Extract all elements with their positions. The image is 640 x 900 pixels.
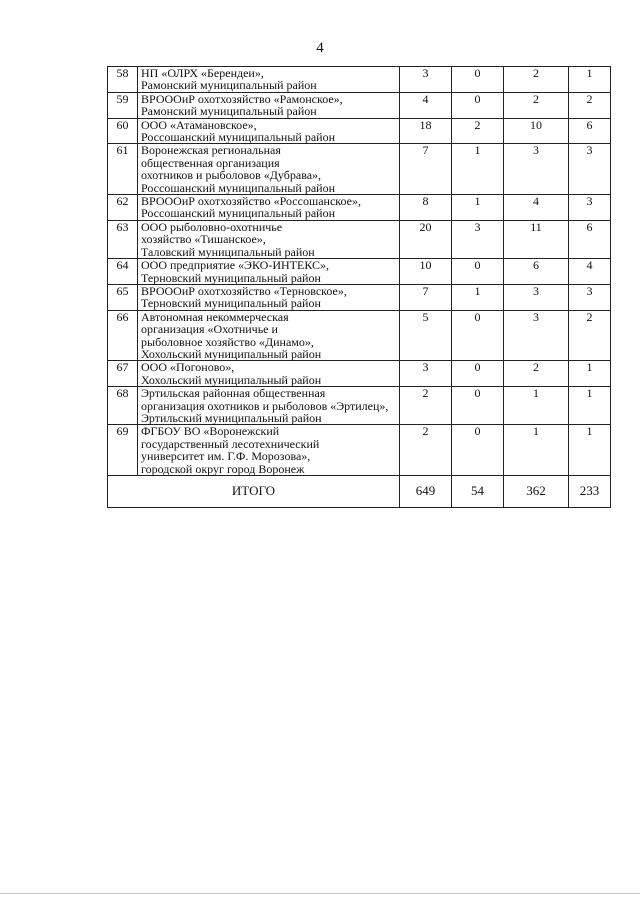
table-row [108,425,611,476]
row-number: 63 [108,220,138,258]
organization-name [138,118,400,144]
organization-name [138,387,400,425]
value-cell-3: 3 [504,284,569,310]
total-value-3: 362 [504,476,569,508]
value-cell-1: 4 [400,92,452,118]
organization-name-line: городской округ город Воронеж [141,461,305,476]
organization-name-line: Эртильская районная общественная [141,386,326,401]
organization-name-line: Автономная некоммерческая [141,309,289,324]
organization-name-line: Терновский муниципальный район [141,270,321,285]
value-cell-3: 3 [504,310,569,361]
value-cell-4: 2 [569,310,611,361]
organization-name-line: Воронежская региональная [141,143,281,158]
value-cell-1: 7 [400,284,452,310]
value-cell-4: 3 [569,144,611,195]
organization-name-line: НП «ОЛРХ «Берендеи», [141,66,264,80]
organization-name-line: ООО рыболовно-охотничье [141,219,283,234]
value-cell-2: 1 [452,284,504,310]
organization-name-line: ООО «Погоново», [141,360,235,375]
organization-name-line: Рамонский муниципальный район [141,104,317,119]
organization-name-line: охотников и рыболовов «Дубрава», [141,168,322,183]
table-row [108,284,611,310]
organization-name-line: Хохольский муниципальный район [141,372,322,387]
value-cell-2: 2 [452,118,504,144]
table-row [108,387,611,425]
value-cell-4: 1 [569,361,611,387]
value-cell-1: 2 [400,387,452,425]
total-row [108,476,611,508]
value-cell-1: 7 [400,144,452,195]
row-number: 58 [108,67,138,93]
organization-name-line: Россошанский муниципальный район [141,206,335,221]
organization-name-line: организация «Охотничье и [141,322,278,337]
value-cell-3: 6 [504,259,569,285]
organization-name-line: хозяйство «Тишанское», [141,232,266,247]
value-cell-2: 0 [452,425,504,476]
table-row [108,118,611,144]
value-cell-3: 4 [504,195,569,221]
organization-name [138,195,400,221]
row-number: 66 [108,310,138,361]
row-number: 68 [108,387,138,425]
row-number: 64 [108,259,138,285]
value-cell-3: 10 [504,118,569,144]
value-cell-4: 3 [569,284,611,310]
organization-name-line: ВРОООиР охотхозяйство «Терновское», [141,283,347,298]
value-cell-4: 2 [569,92,611,118]
row-number: 61 [108,144,138,195]
value-cell-3: 2 [504,92,569,118]
table-row [108,67,611,93]
value-cell-1: 20 [400,220,452,258]
organization-name [138,92,400,118]
value-cell-1: 3 [400,67,452,93]
organization-name-line: ООО «Атамановское», [141,117,257,132]
total-value-4: 233 [569,476,611,508]
organization-name-line: ООО предприятие «ЭКО-ИНТЕКС», [141,258,330,273]
value-cell-1: 18 [400,118,452,144]
organization-name-line: Рамонский муниципальный район [141,78,317,93]
organization-name [138,67,400,93]
organization-name [138,361,400,387]
organization-name [138,259,400,285]
value-cell-1: 2 [400,425,452,476]
organization-name-line: ФГБОУ ВО «Воронежский [141,424,280,439]
value-cell-2: 1 [452,195,504,221]
value-cell-1: 10 [400,259,452,285]
total-value-2: 54 [452,476,504,508]
value-cell-4: 1 [569,67,611,93]
allocation-table [107,66,611,508]
value-cell-3: 2 [504,361,569,387]
scan-edge-line [0,893,640,894]
value-cell-4: 6 [569,220,611,258]
row-number: 62 [108,195,138,221]
value-cell-4: 1 [569,425,611,476]
organization-name [138,220,400,258]
organization-name-line: университет им. Г.Ф. Морозова», [141,449,311,464]
value-cell-2: 0 [452,310,504,361]
value-cell-3: 1 [504,387,569,425]
row-number: 67 [108,361,138,387]
organization-name-line: организация охотников и рыболовов «Эртилец», [141,398,389,413]
value-cell-1: 5 [400,310,452,361]
row-number: 65 [108,284,138,310]
value-cell-4: 4 [569,259,611,285]
value-cell-3: 3 [504,144,569,195]
organization-name [138,144,400,195]
value-cell-2: 3 [452,220,504,258]
value-cell-4: 3 [569,195,611,221]
organization-name-line: общественная организация [141,155,280,170]
row-number: 69 [108,425,138,476]
organization-name [138,425,400,476]
table-row [108,92,611,118]
table-row [108,259,611,285]
organization-name-line: Россошанский муниципальный район [141,180,335,195]
value-cell-4: 6 [569,118,611,144]
value-cell-3: 1 [504,425,569,476]
table-body [108,67,611,508]
table-row [108,310,611,361]
organization-name-line: рыболовное хозяйство «Динамо», [141,334,314,349]
value-cell-2: 0 [452,259,504,285]
organization-name-line: Таловский муниципальный район [141,244,315,259]
organization-name-line: Россошанский муниципальный район [141,130,335,145]
value-cell-2: 1 [452,144,504,195]
value-cell-2: 0 [452,92,504,118]
table-row [108,195,611,221]
value-cell-3: 2 [504,67,569,93]
total-value-1: 649 [400,476,452,508]
value-cell-4: 1 [569,387,611,425]
value-cell-2: 0 [452,387,504,425]
organization-name-line: ВРОООиР охотхозяйство «Рамонское», [141,91,343,106]
value-cell-2: 0 [452,361,504,387]
row-number: 59 [108,92,138,118]
value-cell-2: 0 [452,67,504,93]
value-cell-3: 11 [504,220,569,258]
organization-name [138,310,400,361]
table-row [108,361,611,387]
table-row [108,220,611,258]
total-label: ИТОГО [108,476,400,508]
organization-name-line: государственный лесотехнический [141,436,320,451]
organization-name-line: Хохольский муниципальный район [141,346,322,361]
organization-name-line: Терновский муниципальный район [141,296,321,311]
page-number: 4 [316,40,324,56]
value-cell-1: 8 [400,195,452,221]
organization-name [138,284,400,310]
table-row [108,144,611,195]
row-number: 60 [108,118,138,144]
organization-name-line: ВРОООиР охотхозяйство «Россошанское», [141,194,361,209]
organization-name-line: Эртильский муниципальный район [141,410,322,425]
value-cell-1: 3 [400,361,452,387]
